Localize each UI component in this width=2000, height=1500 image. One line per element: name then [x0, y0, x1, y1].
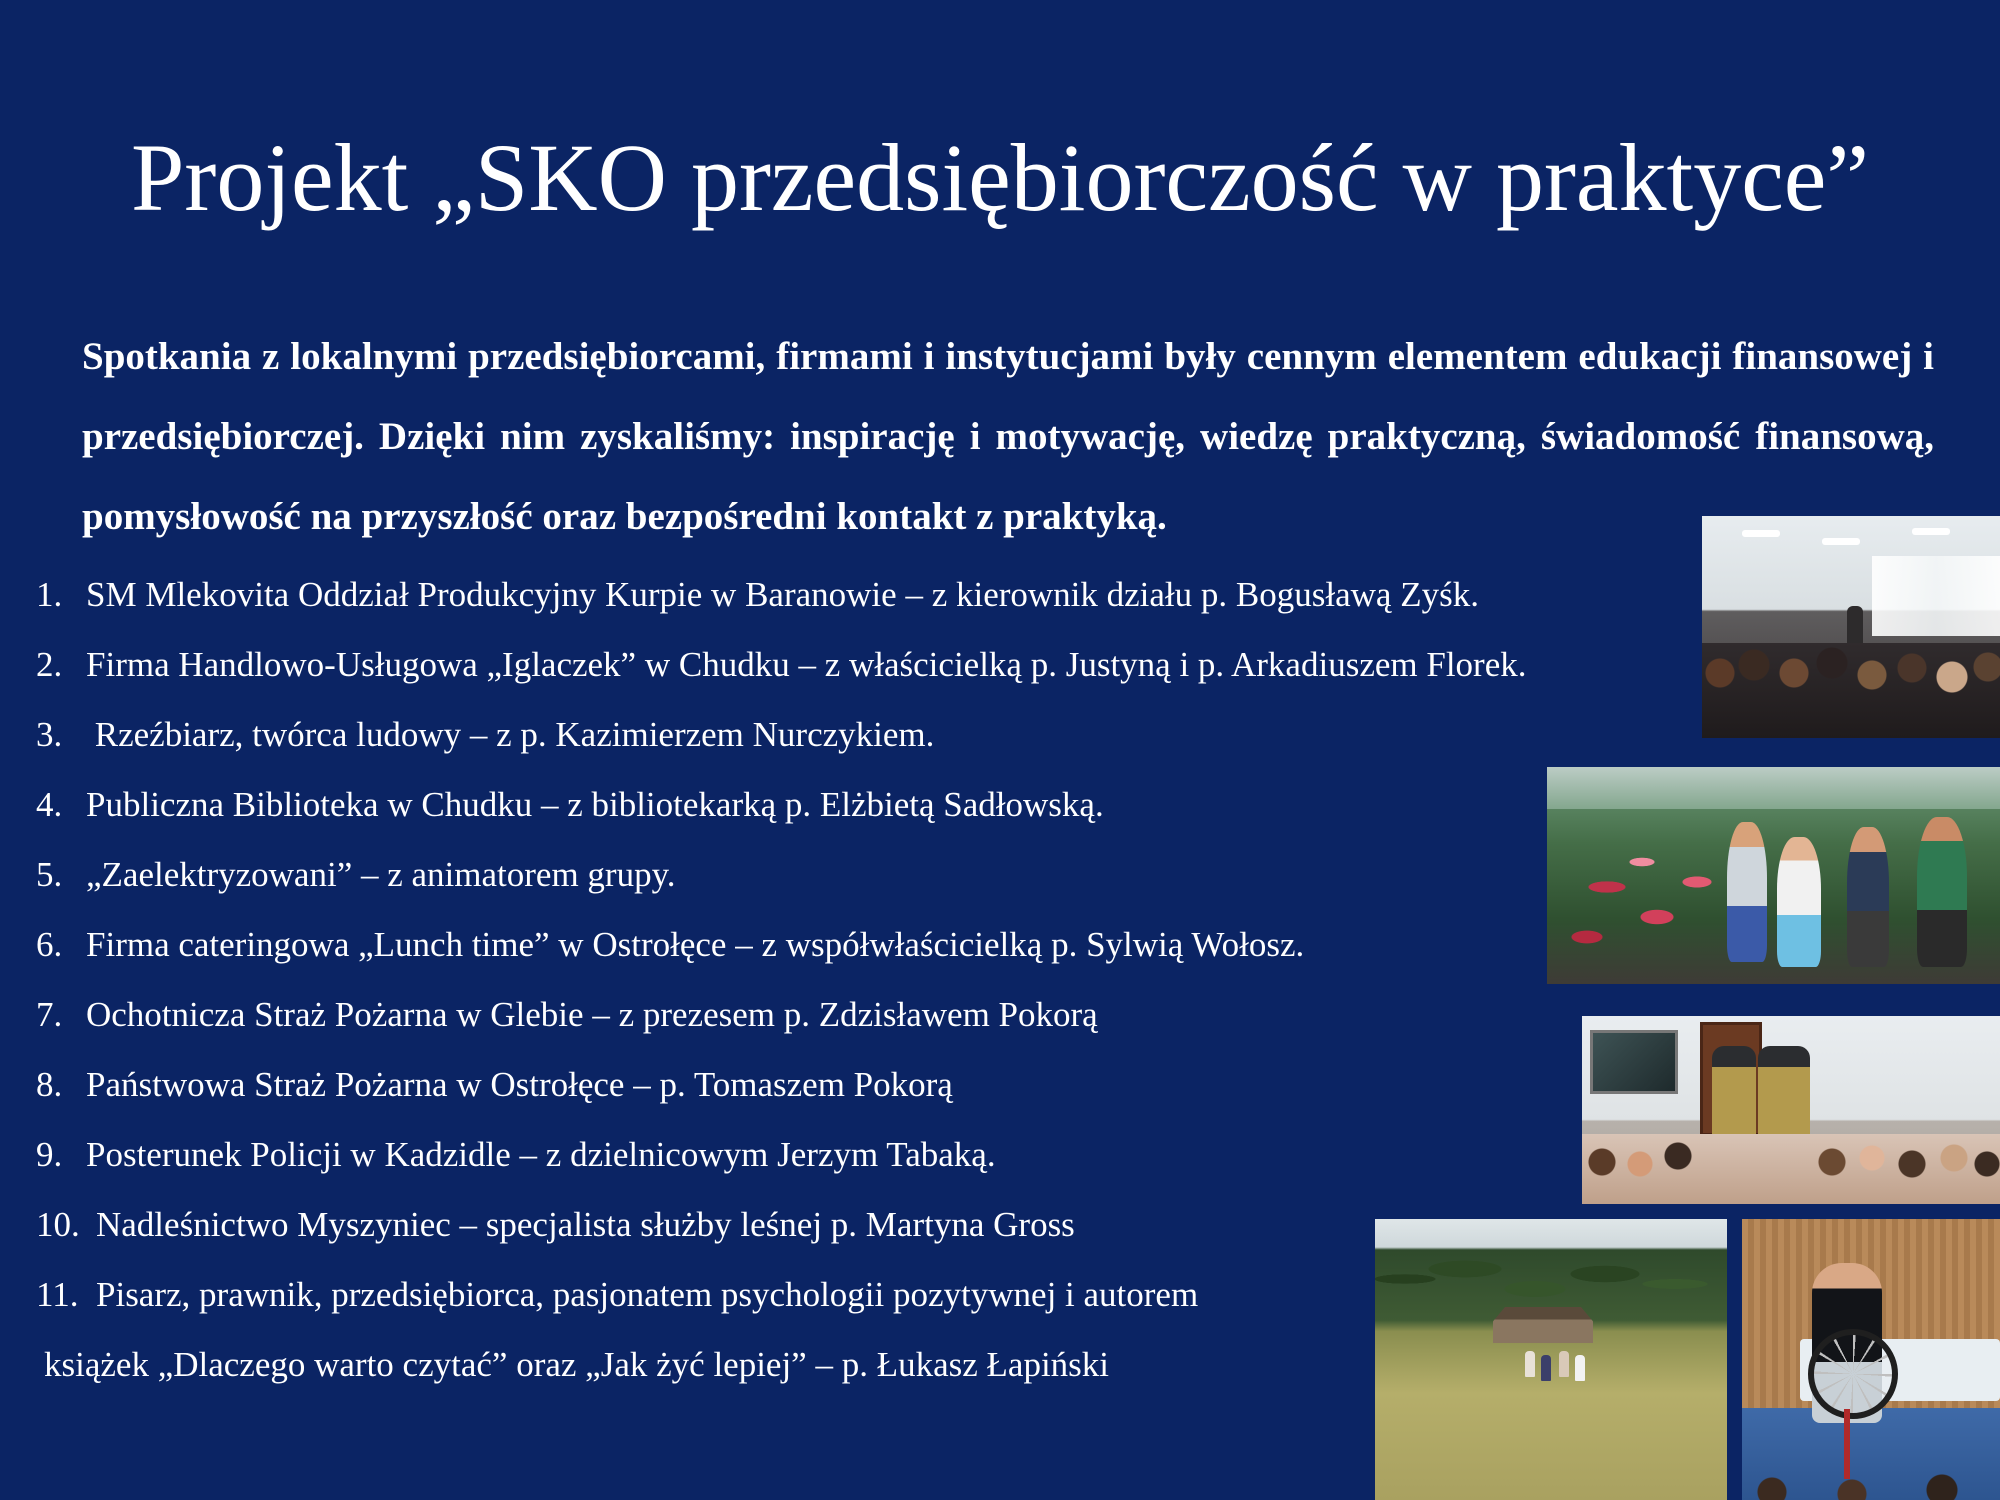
list-item-number: 10. — [36, 1205, 80, 1244]
ceiling-light — [1742, 530, 1780, 537]
wooden-shelter — [1493, 1307, 1593, 1343]
list-item — [36, 980, 1676, 1050]
child-figure — [1847, 827, 1889, 967]
slide-title: Projekt „SKO przedsiębiorczość w praktyce” — [130, 124, 1870, 231]
child-figure — [1727, 822, 1767, 962]
list-item-number: 2. — [36, 645, 63, 684]
list-item-number: 8. — [36, 1065, 63, 1104]
person-figure — [1541, 1355, 1551, 1381]
child-figure — [1917, 817, 1967, 967]
list-item-text: Nadleśnictwo Myszyniec – specjalista służby leśnej p. Martyna Gross — [96, 1205, 1075, 1244]
list-item-number: 7. — [36, 995, 63, 1034]
list-item-number: 4. — [36, 785, 63, 824]
person-figure — [1525, 1351, 1535, 1377]
ceiling-light — [1822, 538, 1860, 545]
smartboard — [1590, 1030, 1678, 1094]
list-item-number: 3. — [36, 715, 63, 754]
ceiling-light — [1912, 528, 1950, 535]
audience — [1702, 643, 2000, 738]
list-item — [36, 1120, 1676, 1190]
photo-seminar-room — [1702, 516, 2000, 738]
photo-garden-center — [1547, 767, 2000, 984]
photo-science-show — [1742, 1219, 2000, 1500]
children-crowd — [1582, 1134, 2000, 1204]
intro-paragraph: Spotkania z lokalnymi przedsiębiorcami, firmami i instytucjami były cennym elementem edukacji finansowej i przedsiębiorczej. Dzięki nim zyskaliśmy: inspirację i motywację, wiedzę praktyczną, świadomość finansową, pomysłowość na przyszłość oraz bezpośredni kontakt z praktyką. — [82, 335, 1934, 538]
list-item — [36, 630, 1676, 700]
list-item-text: Firma cateringowa „Lunch time” w Ostrołęce – z współwłaścicielką p. Sylwią Wołosz. — [86, 925, 1305, 964]
list-item-text: Posterunek Policji w Kadzidle – z dzielnicowym Jerzym Tabaką. — [86, 1135, 996, 1174]
list-item-number: 1. — [36, 575, 63, 614]
list-item-text: Publiczna Biblioteka w Chudku – z bibliotekarką p. Elżbietą Sadłowską. — [86, 785, 1104, 824]
greenhouse-roof — [1547, 767, 2000, 809]
list-item-text: Rzeźbiarz, twórca ludowy – z p. Kazimierzem Nurczykiem. — [86, 715, 935, 754]
list-item — [36, 910, 1676, 980]
list-item-text: Państwowa Straż Pożarna w Ostrołęce – p. Tomaszem Pokorą — [86, 1065, 953, 1104]
list-item — [36, 770, 1676, 840]
list-item-text: Pisarz, prawnik, przedsiębiorca, pasjonatem psychologii pozytywnej i autorem — [96, 1275, 1199, 1314]
window — [1872, 556, 2000, 636]
child-figure — [1777, 837, 1821, 967]
audience-heads — [1742, 1464, 2000, 1500]
list-item-number: 5. — [36, 855, 63, 894]
photo-forest-meadow — [1375, 1219, 1727, 1500]
list-item-number: 9. — [36, 1135, 63, 1174]
list-item-number: 6. — [36, 925, 63, 964]
person-figure — [1559, 1351, 1569, 1377]
photo-firefighters-visit — [1582, 1016, 2000, 1204]
list-item — [36, 1050, 1676, 1120]
list-item — [36, 700, 1676, 770]
list-item-text: SM Mlekovita Oddział Produkcyjny Kurpie w Baranowie – z kierownik działu p. Bogusławą Zyśk. — [86, 575, 1479, 614]
list-item-continuation: książek „Dlaczego warto czytać” oraz „Jak żyć lepiej” – p. Łukasz Łapiński — [44, 1345, 1110, 1384]
list-item — [36, 840, 1676, 910]
person-figure — [1575, 1355, 1585, 1381]
list-item — [36, 560, 1676, 630]
list-item-text: Firma Handlowo-Usługowa „Iglaczek” w Chudku – z właścicielką p. Justyną i p. Arkadiuszem Florek. — [86, 645, 1527, 684]
bicycle-wheel-icon — [1808, 1329, 1898, 1419]
list-item-text: Ochotnicza Straż Pożarna w Glebie – z prezesem p. Zdzisławem Pokorą — [86, 995, 1098, 1034]
list-item-text: „Zaelektryzowani” – z animatorem grupy. — [86, 855, 676, 894]
list-item-number: 11. — [36, 1275, 79, 1314]
